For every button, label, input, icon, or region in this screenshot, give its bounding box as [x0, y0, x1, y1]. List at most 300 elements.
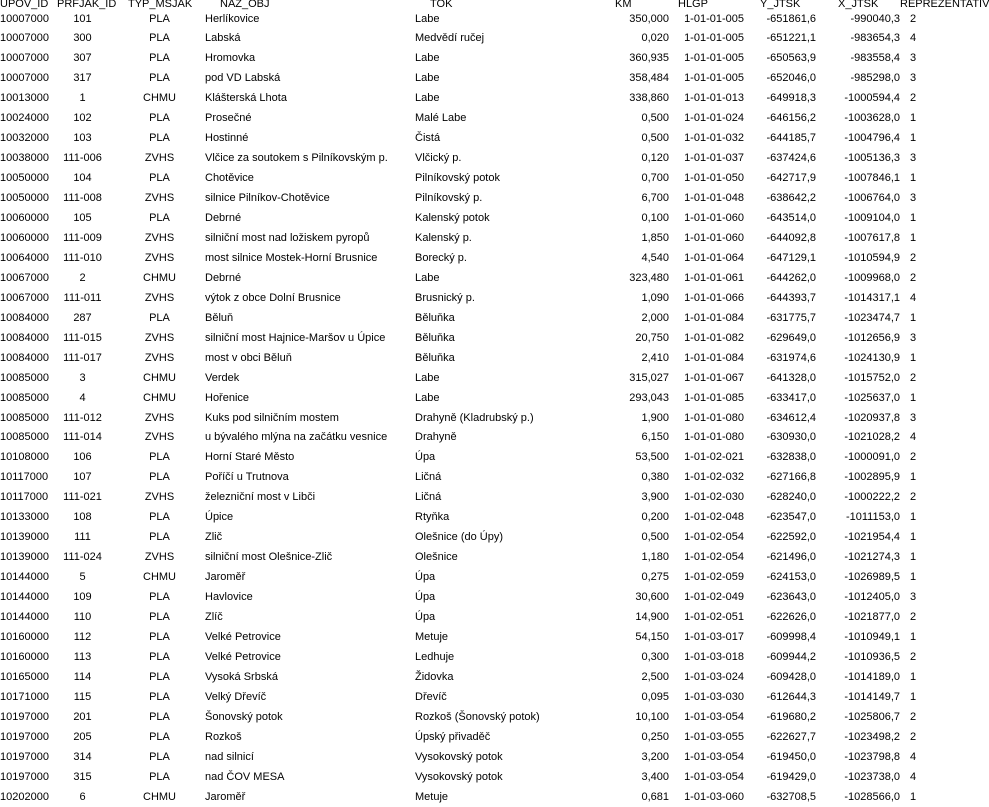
cell-hlgp: 1-01-01-080 [684, 411, 744, 424]
cell-naz-obj: Poříčí u Trutnova [205, 471, 289, 484]
cell-tok: Labe [415, 52, 440, 65]
cell-typ-msjak: PLA [149, 471, 170, 484]
cell-km: 0,681 [641, 790, 669, 803]
table-row [0, 348, 960, 368]
cell-tok: Rozkoš (Šonovský potok) [415, 710, 540, 723]
cell-hlgp: 1-01-03-054 [684, 750, 744, 763]
cell-upov-id: 10085000 [0, 371, 49, 384]
cell-naz-obj: Vlčice za soutokem s Pilníkovským p. [205, 152, 388, 165]
cell-y-jtsk: -624153,0 [766, 571, 816, 584]
cell-y-jtsk: -633417,0 [766, 391, 816, 404]
cell-hlgp: 1-01-01-067 [684, 371, 744, 384]
cell-reprezentativ: 1 [909, 630, 917, 643]
table-row [0, 567, 960, 587]
cell-upov-id: 10202000 [0, 790, 49, 803]
cell-km: 0,020 [641, 32, 669, 45]
cell-naz-obj: Zlíč [205, 611, 223, 623]
cell-x-jtsk: -1004796,4 [844, 132, 900, 145]
cell-naz-obj: Kuks pod silničním mostem [205, 411, 339, 424]
cell-reprezentativ: 4 [909, 32, 917, 45]
cell-typ-msjak: PLA [149, 52, 170, 65]
table-row [0, 388, 960, 408]
cell-hlgp: 1-01-01-037 [684, 152, 744, 165]
table-row [0, 228, 960, 248]
cell-upov-id: 10144000 [0, 591, 49, 604]
cell-tok: Běluňka [415, 331, 455, 344]
cell-x-jtsk: -1023474,7 [844, 311, 900, 324]
cell-km: 338,860 [629, 92, 669, 105]
cell-reprezentativ: 2 [909, 650, 917, 663]
cell-tok: Metuje [415, 790, 449, 803]
cell-typ-msjak: CHMU [143, 271, 176, 284]
cell-naz-obj: Hořenice [205, 391, 250, 404]
cell-y-jtsk: -609944,2 [766, 650, 816, 663]
cell-reprezentativ: 1 [909, 311, 917, 324]
cell-upov-id: 10032000 [0, 132, 49, 145]
cell-upov-id: 10084000 [0, 311, 49, 324]
cell-upov-id: 10060000 [0, 231, 49, 244]
cell-x-jtsk: -1010594,9 [844, 251, 900, 264]
cell-prfjak-id: 115 [73, 690, 92, 703]
cell-reprezentativ: 2 [909, 710, 917, 723]
cell-tok: Labe [415, 391, 440, 404]
cell-km: 293,043 [629, 391, 669, 404]
cell-reprezentativ: 1 [909, 551, 917, 564]
cell-upov-id: 10007000 [0, 52, 49, 65]
cell-x-jtsk: -1025806,7 [844, 710, 900, 723]
cell-x-jtsk: -1000222,2 [844, 491, 900, 504]
cell-tok: Pilníkovský p. [415, 192, 483, 205]
cell-km: 2,000 [641, 311, 669, 324]
cell-naz-obj: u bývalého mlýna na začátku vesnice [205, 431, 388, 444]
cell-naz-obj: Rozkoš [205, 730, 242, 743]
cell-tok: Labe [415, 72, 440, 85]
cell-prfjak-id: 5 [79, 571, 86, 584]
cell-reprezentativ: 1 [909, 531, 917, 544]
cell-hlgp: 1-01-02-048 [684, 511, 744, 524]
table-row [0, 507, 960, 527]
cell-x-jtsk: -1002895,9 [844, 471, 900, 484]
cell-naz-obj: Hromovka [205, 52, 256, 65]
cell-hlgp: 1-01-01-066 [684, 291, 744, 304]
cell-prfjak-id: 114 [73, 670, 92, 683]
cell-km: 0,100 [641, 212, 669, 224]
cell-tok: Vlčický p. [415, 152, 462, 165]
cell-hlgp: 1-01-01-082 [684, 331, 744, 344]
cell-prfjak-id: 314 [73, 750, 92, 763]
table-row [0, 368, 960, 388]
cell-x-jtsk: -1021274,3 [844, 551, 900, 564]
cell-upov-id: 10171000 [0, 690, 49, 703]
cell-km: 0,500 [641, 112, 669, 125]
cell-x-jtsk: -1021877,0 [844, 611, 900, 623]
cell-hlgp: 1-01-01-024 [684, 112, 744, 125]
cell-naz-obj: Verdek [205, 371, 240, 384]
cell-naz-obj: Chotěvice [205, 172, 254, 185]
cell-upov-id: 10108000 [0, 451, 49, 464]
cell-tok: Úpa [415, 611, 436, 623]
cell-upov-id: 10197000 [0, 770, 49, 783]
cell-upov-id: 10160000 [0, 650, 49, 663]
cell-prfjak-id: 4 [79, 391, 86, 404]
cell-km: 0,095 [641, 690, 669, 703]
cell-x-jtsk: -1000594,4 [844, 92, 900, 105]
table-row [0, 188, 960, 208]
cell-reprezentativ: 1 [909, 571, 917, 584]
cell-typ-msjak: ZVHS [144, 231, 175, 244]
cell-typ-msjak: PLA [149, 32, 170, 45]
cell-x-jtsk: -985298,0 [850, 72, 900, 85]
cell-typ-msjak: PLA [149, 212, 170, 224]
cell-tok: Běluňka [415, 351, 455, 364]
cell-typ-msjak: ZVHS [144, 291, 175, 304]
cell-typ-msjak: PLA [149, 132, 170, 145]
table-row [0, 587, 960, 607]
cell-km: 0,250 [641, 730, 669, 743]
cell-typ-msjak: CHMU [143, 92, 176, 105]
cell-km: 30,600 [635, 591, 669, 604]
cell-x-jtsk: -1014189,0 [844, 670, 900, 683]
cell-naz-obj: Herlíkovice [205, 12, 260, 25]
cell-y-jtsk: -644185,7 [766, 132, 816, 145]
cell-x-jtsk: -1003628,0 [844, 112, 900, 125]
cell-km: 0,120 [641, 152, 669, 165]
cell-x-jtsk: -1009104,0 [844, 212, 900, 224]
cell-x-jtsk: -1012656,9 [844, 331, 900, 344]
table-row [0, 48, 960, 68]
cell-reprezentativ: 2 [909, 12, 917, 25]
table-row [0, 408, 960, 428]
cell-reprezentativ: 3 [909, 152, 917, 165]
cell-tok: Labe [415, 371, 440, 384]
cell-km: 2,410 [641, 351, 669, 364]
cell-reprezentativ: 3 [909, 411, 917, 424]
cell-hlgp: 1-01-02-054 [684, 531, 744, 544]
table-row [0, 168, 960, 188]
cell-x-jtsk: -1014149,7 [844, 690, 900, 703]
cell-prfjak-id: 317 [73, 72, 92, 85]
cell-km: 2,500 [641, 670, 669, 683]
table-row [0, 447, 960, 467]
cell-typ-msjak: PLA [149, 611, 170, 623]
cell-y-jtsk: -632838,0 [766, 451, 816, 464]
cell-typ-msjak: ZVHS [144, 192, 175, 205]
cell-reprezentativ: 1 [909, 471, 917, 484]
cell-prfjak-id: 111-012 [63, 411, 102, 424]
cell-y-jtsk: -650563,9 [766, 52, 816, 65]
table-row [0, 328, 960, 348]
table-row [0, 108, 960, 128]
cell-naz-obj: železniční most v Libči [205, 491, 316, 504]
cell-typ-msjak: PLA [149, 730, 170, 743]
cell-reprezentativ: 4 [909, 770, 917, 783]
cell-hlgp: 1-01-03-054 [684, 770, 744, 783]
cell-reprezentativ: 1 [909, 112, 917, 125]
cell-y-jtsk: -609998,4 [766, 630, 816, 643]
cell-typ-msjak: ZVHS [144, 491, 175, 504]
cell-naz-obj: Běluň [205, 311, 234, 324]
cell-x-jtsk: -1026989,5 [844, 571, 900, 584]
cell-typ-msjak: PLA [149, 172, 170, 185]
cell-upov-id: 10139000 [0, 531, 49, 544]
cell-upov-id: 10144000 [0, 571, 49, 584]
cell-typ-msjak: PLA [149, 591, 170, 604]
cell-naz-obj: most silnice Mostek-Horní Brusnice [205, 251, 378, 264]
cell-typ-msjak: PLA [149, 710, 170, 723]
cell-naz-obj: most v obci Běluň [205, 351, 292, 364]
table-row [0, 767, 960, 787]
cell-typ-msjak: ZVHS [144, 331, 175, 344]
cell-naz-obj: silniční most Olešnice-Zlič [205, 551, 333, 564]
cell-upov-id: 10165000 [0, 670, 49, 683]
header-upov-id: UPOV_ID [0, 0, 49, 10]
cell-km: 1,090 [641, 291, 669, 304]
cell-typ-msjak: PLA [149, 511, 170, 524]
cell-naz-obj: pod VD Labská [205, 72, 281, 85]
cell-tok: Olešnice (do Úpy) [415, 531, 504, 544]
cell-upov-id: 10060000 [0, 212, 49, 224]
cell-naz-obj: silnice Pilníkov-Chotěvice [205, 192, 330, 205]
cell-tok: Úpa [415, 451, 436, 464]
cell-hlgp: 1-01-02-049 [684, 591, 744, 604]
cell-naz-obj: výtok z obce Dolní Brusnice [205, 291, 341, 304]
cell-y-jtsk: -646156,2 [766, 112, 816, 125]
cell-tok: Dřevíč [415, 690, 447, 703]
cell-naz-obj: silniční most Hajnice-Maršov u Úpice [205, 331, 386, 344]
cell-reprezentativ: 2 [909, 271, 917, 284]
cell-tok: Kalenský potok [415, 212, 490, 224]
cell-x-jtsk: -1021954,4 [844, 531, 900, 544]
cell-y-jtsk: -644262,0 [766, 271, 816, 284]
cell-tok: Ledhuje [415, 650, 455, 663]
cell-upov-id: 10197000 [0, 730, 49, 743]
cell-hlgp: 1-01-03-030 [684, 690, 744, 703]
cell-y-jtsk: -634612,4 [766, 411, 816, 424]
cell-prfjak-id: 112 [73, 630, 92, 643]
table-row [0, 547, 960, 567]
cell-prfjak-id: 111-010 [63, 251, 102, 264]
cell-prfjak-id: 113 [73, 650, 92, 663]
cell-upov-id: 10050000 [0, 192, 49, 205]
cell-km: 350,000 [629, 12, 669, 25]
cell-tok: Úpa [415, 591, 436, 604]
cell-y-jtsk: -637424,6 [766, 152, 816, 165]
cell-tok: Rtyňka [415, 511, 450, 524]
cell-x-jtsk: -1025637,0 [844, 391, 900, 404]
cell-tok: Ličná [415, 471, 442, 484]
header-reprezentativ: REPREZENTATIV [900, 0, 989, 10]
cell-naz-obj: Debrné [205, 271, 242, 284]
cell-km: 0,300 [641, 650, 669, 663]
cell-x-jtsk: -1011153,0 [845, 511, 900, 524]
cell-x-jtsk: -1024130,9 [844, 351, 900, 364]
cell-y-jtsk: -612644,3 [766, 690, 816, 703]
cell-y-jtsk: -622626,0 [766, 611, 816, 623]
cell-reprezentativ: 4 [909, 431, 917, 444]
table-row [0, 647, 960, 667]
table-row [0, 487, 960, 507]
cell-hlgp: 1-01-03-017 [684, 630, 744, 643]
cell-km: 360,935 [629, 52, 669, 65]
cell-hlgp: 1-01-03-060 [684, 790, 744, 803]
table-row [0, 268, 960, 288]
cell-hlgp: 1-01-01-013 [684, 92, 744, 105]
cell-hlgp: 1-01-01-061 [684, 271, 744, 284]
cell-y-jtsk: -628240,0 [766, 491, 816, 504]
cell-y-jtsk: -623643,0 [766, 591, 816, 604]
cell-km: 6,150 [641, 431, 669, 444]
cell-reprezentativ: 2 [909, 491, 917, 504]
cell-x-jtsk: -1028566,0 [844, 790, 900, 803]
cell-typ-msjak: PLA [149, 112, 170, 125]
cell-upov-id: 10117000 [0, 471, 49, 484]
cell-hlgp: 1-01-03-055 [684, 730, 744, 743]
cell-naz-obj: Zlič [205, 531, 223, 544]
cell-reprezentativ: 1 [909, 172, 917, 185]
cell-upov-id: 10007000 [0, 72, 49, 85]
cell-naz-obj: Havlovice [205, 591, 253, 604]
cell-tok: Drahyně (Kladrubský p.) [415, 411, 534, 424]
table-row [0, 288, 960, 308]
cell-tok: Metuje [415, 630, 449, 643]
table-row [0, 687, 960, 707]
cell-typ-msjak: PLA [149, 750, 170, 763]
cell-typ-msjak: PLA [149, 650, 170, 663]
table-row [0, 9, 960, 29]
cell-km: 4,540 [641, 251, 669, 264]
table-row [0, 88, 960, 108]
cell-upov-id: 10013000 [0, 92, 49, 105]
cell-typ-msjak: ZVHS [144, 152, 175, 165]
cell-reprezentativ: 2 [909, 92, 917, 105]
cell-naz-obj: silniční most nad ložiskem pyropů [205, 231, 370, 244]
cell-typ-msjak: PLA [149, 531, 170, 544]
cell-naz-obj: Labská [205, 32, 241, 45]
cell-reprezentativ: 1 [909, 391, 917, 404]
cell-y-jtsk: -647129,1 [766, 251, 816, 264]
cell-typ-msjak: PLA [149, 690, 170, 703]
table-row [0, 627, 960, 647]
table-row [0, 747, 960, 767]
cell-naz-obj: Prosečné [205, 112, 252, 125]
cell-tok: Běluňka [415, 311, 455, 324]
cell-prfjak-id: 315 [73, 770, 92, 783]
cell-typ-msjak: CHMU [143, 790, 176, 803]
cell-reprezentativ: 4 [909, 750, 917, 763]
cell-prfjak-id: 111-014 [63, 431, 102, 444]
cell-prfjak-id: 287 [73, 311, 92, 324]
header-typ-msjak: TYP_MSJAK [128, 0, 193, 10]
cell-y-jtsk: -622627,7 [766, 730, 816, 743]
cell-y-jtsk: -642717,9 [766, 172, 816, 185]
cell-x-jtsk: -983558,4 [850, 52, 900, 65]
cell-km: 3,400 [641, 770, 669, 783]
cell-prfjak-id: 3 [79, 371, 86, 384]
cell-y-jtsk: -652046,0 [766, 72, 816, 85]
table-row [0, 727, 960, 747]
cell-y-jtsk: -630930,0 [766, 431, 816, 444]
cell-prfjak-id: 1 [79, 92, 86, 105]
cell-km: 20,750 [635, 331, 669, 344]
table-row [0, 208, 960, 228]
cell-prfjak-id: 111-017 [63, 351, 102, 364]
cell-upov-id: 10064000 [0, 251, 49, 264]
cell-upov-id: 10085000 [0, 391, 49, 404]
cell-naz-obj: nad silnicí [205, 750, 254, 763]
cell-tok: Kalenský p. [415, 231, 472, 244]
cell-prfjak-id: 105 [73, 212, 92, 224]
cell-typ-msjak: CHMU [143, 371, 176, 384]
header-hlgp: HLGP [678, 0, 708, 10]
cell-km: 10,100 [635, 710, 669, 723]
cell-hlgp: 1-01-01-005 [684, 72, 744, 85]
cell-typ-msjak: CHMU [143, 391, 176, 404]
table-row [0, 527, 960, 547]
header-y-jtsk: Y_JTSK [760, 0, 801, 10]
cell-upov-id: 10085000 [0, 431, 49, 444]
cell-km: 0,200 [641, 511, 669, 524]
cell-prfjak-id: 111 [74, 531, 91, 544]
cell-naz-obj: Šonovský potok [205, 710, 283, 723]
cell-hlgp: 1-01-02-032 [684, 471, 744, 484]
cell-km: 1,850 [641, 231, 669, 244]
cell-hlgp: 1-01-02-059 [684, 571, 744, 584]
cell-x-jtsk: -1005136,3 [844, 152, 900, 165]
cell-upov-id: 10117000 [0, 491, 49, 504]
cell-hlgp: 1-01-01-060 [684, 212, 744, 224]
cell-upov-id: 10160000 [0, 630, 49, 643]
cell-tok: Čistá [415, 132, 441, 145]
cell-x-jtsk: -1012405,0 [844, 591, 900, 604]
cell-y-jtsk: -631775,7 [766, 311, 816, 324]
cell-upov-id: 10050000 [0, 172, 49, 185]
cell-upov-id: 10133000 [0, 511, 49, 524]
cell-upov-id: 10007000 [0, 32, 49, 45]
cell-typ-msjak: PLA [149, 451, 170, 464]
cell-y-jtsk: -644092,8 [766, 231, 816, 244]
cell-reprezentativ: 4 [909, 291, 917, 304]
header-prfjak-id: PRFJAK_ID [57, 0, 117, 10]
cell-prfjak-id: 300 [73, 32, 92, 45]
cell-naz-obj: nad ČOV MESA [205, 770, 285, 783]
cell-tok: Brusnický p. [415, 291, 475, 304]
cell-tok: Vysokovský potok [415, 770, 503, 783]
cell-km: 323,480 [629, 271, 669, 284]
cell-x-jtsk: -990040,3 [850, 12, 900, 25]
cell-upov-id: 10139000 [0, 551, 49, 564]
table-row [0, 248, 960, 268]
cell-tok: Drahyně [415, 431, 457, 444]
cell-km: 0,275 [641, 571, 669, 584]
cell-typ-msjak: PLA [149, 630, 170, 643]
cell-tok: Úpský přivaděč [415, 730, 491, 743]
table-row [0, 28, 960, 48]
cell-y-jtsk: -638642,2 [766, 192, 816, 205]
cell-tok: Labe [415, 271, 440, 284]
cell-reprezentativ: 1 [909, 231, 917, 244]
cell-y-jtsk: -631974,6 [766, 351, 816, 364]
cell-y-jtsk: -619680,2 [766, 710, 816, 723]
cell-y-jtsk: -651221,1 [766, 32, 816, 45]
cell-tok: Medvědí ručej [415, 32, 485, 45]
cell-hlgp: 1-01-03-054 [684, 710, 744, 723]
cell-prfjak-id: 107 [73, 471, 92, 484]
table-row [0, 68, 960, 88]
table-row [0, 128, 960, 148]
header-x-jtsk: X_JTSK [838, 0, 879, 10]
cell-naz-obj: Hostinné [205, 132, 249, 145]
cell-typ-msjak: ZVHS [144, 411, 175, 424]
